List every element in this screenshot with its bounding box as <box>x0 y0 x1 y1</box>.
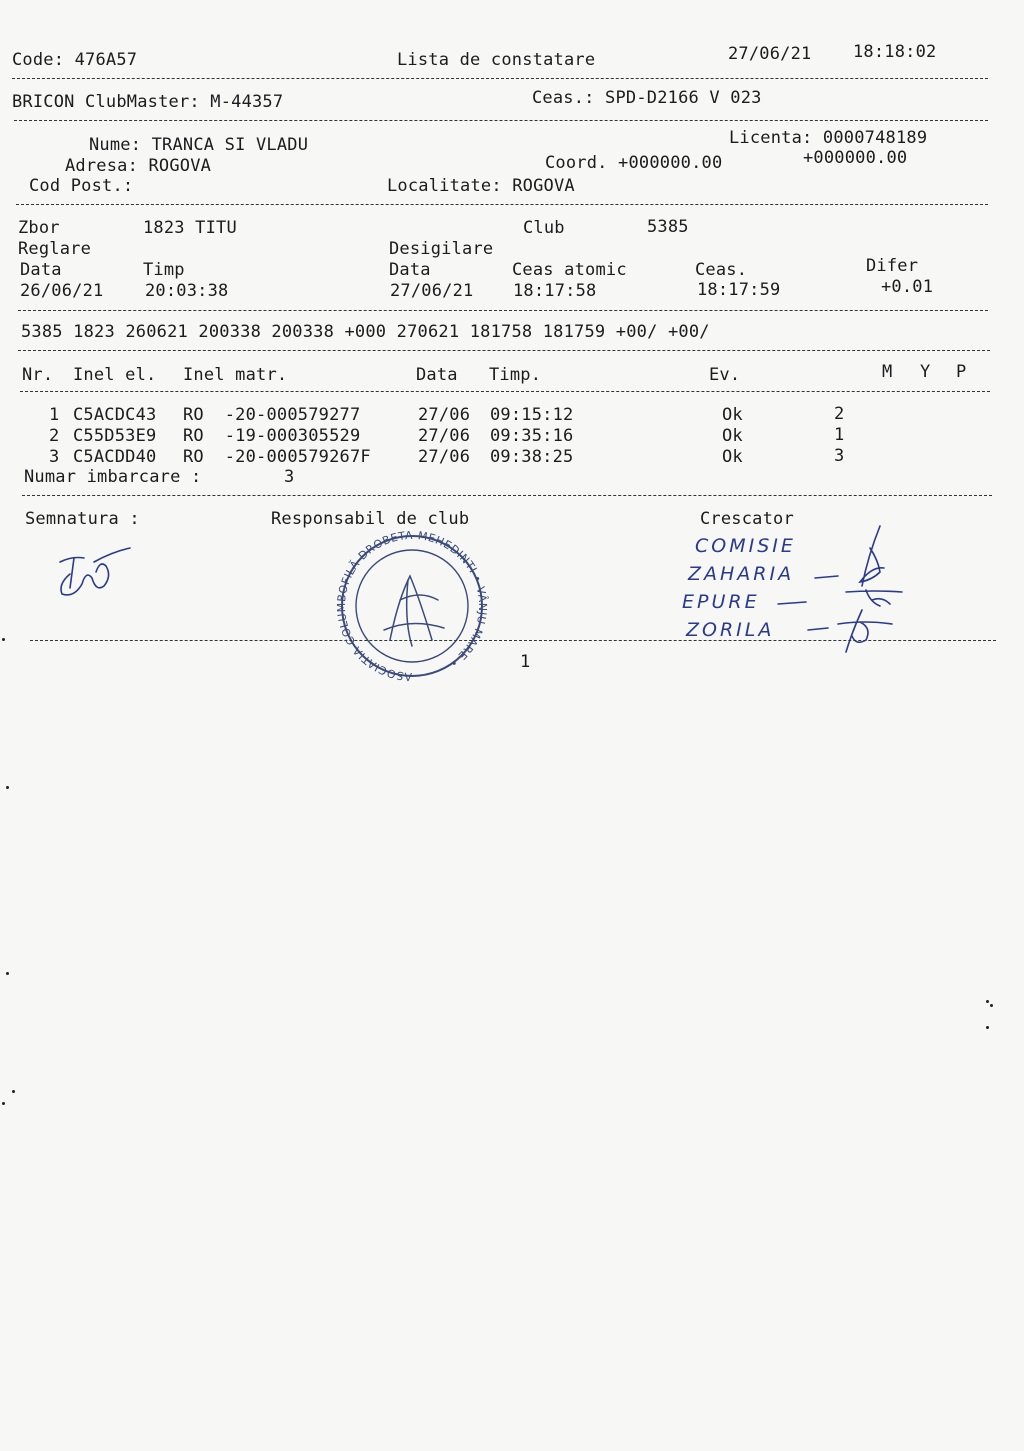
club-stamp <box>0 0 1024 720</box>
col-timp: Timp <box>143 260 185 280</box>
scan-speck <box>6 786 9 789</box>
row-nr: 2 <box>49 426 60 446</box>
row-inel-el: C55D53E9 <box>73 426 157 446</box>
club-label: Club <box>523 218 565 238</box>
ceas-atomic-value: 18:17:58 <box>513 281 597 301</box>
col-ceas: Ceas. <box>695 260 748 280</box>
page-number: 1 <box>520 652 531 672</box>
coord-label: Coord. +000000.00 <box>545 153 723 173</box>
code-line: 5385 1823 260621 200338 200338 +000 270621 181758 181759 +00/ +00/ <box>21 322 710 342</box>
scan-speck <box>2 638 5 641</box>
row-m: 1 <box>834 425 845 445</box>
th-p: P <box>956 362 967 382</box>
zbor-label: Zbor <box>18 218 60 238</box>
row-m: 3 <box>834 446 845 466</box>
th-ev: Ev. <box>709 365 741 385</box>
th-data: Data <box>416 365 458 385</box>
licenta-label: Licenta: 0000748189 <box>729 128 928 148</box>
reglare-date: 26/06/21 <box>20 281 104 301</box>
row-m: 2 <box>834 404 845 424</box>
th-m: M <box>882 362 893 382</box>
scan-speck <box>2 1102 5 1105</box>
desigilare-label: Desigilare <box>389 239 494 259</box>
row-ev: Ok <box>722 447 743 467</box>
row-data: 27/06 <box>418 426 471 446</box>
stamp-text: ASOCIATIA COLUMBOFILĂ DROBETA-MEHEDINTI • VÂNJU MARE • <box>334 528 490 684</box>
crescator-label: Crescator <box>700 509 794 529</box>
row-timp: 09:38:25 <box>490 447 574 467</box>
handwritten-line: ZAHARIA <box>688 563 795 585</box>
th-y: Y <box>920 362 931 382</box>
semnatura-label: Semnatura : <box>25 509 140 529</box>
ceas-label: Ceas.: SPD-D2166 V 023 <box>532 88 762 108</box>
th-timp: Timp. <box>489 365 542 385</box>
row-inel-matr: RO -20-000579267F <box>183 447 371 467</box>
row-inel-matr: RO -19-000305529 <box>183 426 361 446</box>
row-timp: 09:15:12 <box>490 405 574 425</box>
col-ceas-atomic: Ceas atomic <box>512 260 627 280</box>
club-value: 5385 <box>647 217 689 237</box>
zbor-value: 1823 TITU <box>143 218 237 238</box>
scan-speck <box>986 1026 989 1029</box>
responsabil-label: Responsabil de club <box>271 509 470 529</box>
col-data-reglare: Data <box>20 260 62 280</box>
cod-post-label: Cod Post.: <box>29 176 134 196</box>
row-ev: Ok <box>722 426 743 446</box>
code-label: Code: 476A57 <box>12 50 138 70</box>
scan-speck <box>990 1004 993 1007</box>
row-nr: 3 <box>49 447 60 467</box>
row-inel-matr: RO -20-000579277 <box>183 405 361 425</box>
ceas-value: 18:17:59 <box>697 280 781 300</box>
numar-imbarcare-value: 3 <box>284 467 295 487</box>
row-timp: 09:35:16 <box>490 426 574 446</box>
reglare-time: 20:03:38 <box>145 281 229 301</box>
col-data-desigilare: Data <box>389 260 431 280</box>
handwritten-line: EPURE <box>682 591 760 613</box>
th-inel-el: Inel el. <box>73 365 157 385</box>
row-data: 27/06 <box>418 447 471 467</box>
row-nr: 1 <box>49 405 60 425</box>
row-inel-el: C5ACDC43 <box>73 405 157 425</box>
numar-imbarcare-label: Numar imbarcare : <box>24 467 202 487</box>
reglare-label: Reglare <box>18 239 92 259</box>
localitate-label: Localitate: ROGOVA <box>387 176 575 196</box>
owner-address: Adresa: ROGOVA <box>65 156 212 176</box>
col-difer: Difer <box>866 256 919 276</box>
coord-value-2: +000000.00 <box>803 148 908 168</box>
handwritten-line: ZORILA <box>686 619 775 641</box>
header-date: 27/06/21 <box>728 44 812 64</box>
scan-speck <box>6 972 9 975</box>
row-inel-el: C5ACDD40 <box>73 447 157 467</box>
scan-speck <box>12 1090 15 1093</box>
document-title: Lista de constatare <box>397 50 596 70</box>
handwritten-line: COMISIE <box>695 535 796 557</box>
divider <box>30 640 996 641</box>
row-data: 27/06 <box>418 405 471 425</box>
clubmaster-label: BRICON ClubMaster: M-44357 <box>12 92 284 112</box>
desigilare-date: 27/06/21 <box>390 281 474 301</box>
th-nr: Nr. <box>22 365 54 385</box>
scan-speck <box>986 1000 989 1003</box>
th-inel-matr: Inel matr. <box>183 365 288 385</box>
owner-name: Nume: TRANCA SI VLADU <box>89 135 309 155</box>
difer-value: +0.01 <box>881 277 934 297</box>
header-time: 18:18:02 <box>853 42 937 62</box>
svg-text:ASOCIATIA COLUMBOFILĂ DROBETA- <box>335 529 489 683</box>
row-ev: Ok <box>722 405 743 425</box>
